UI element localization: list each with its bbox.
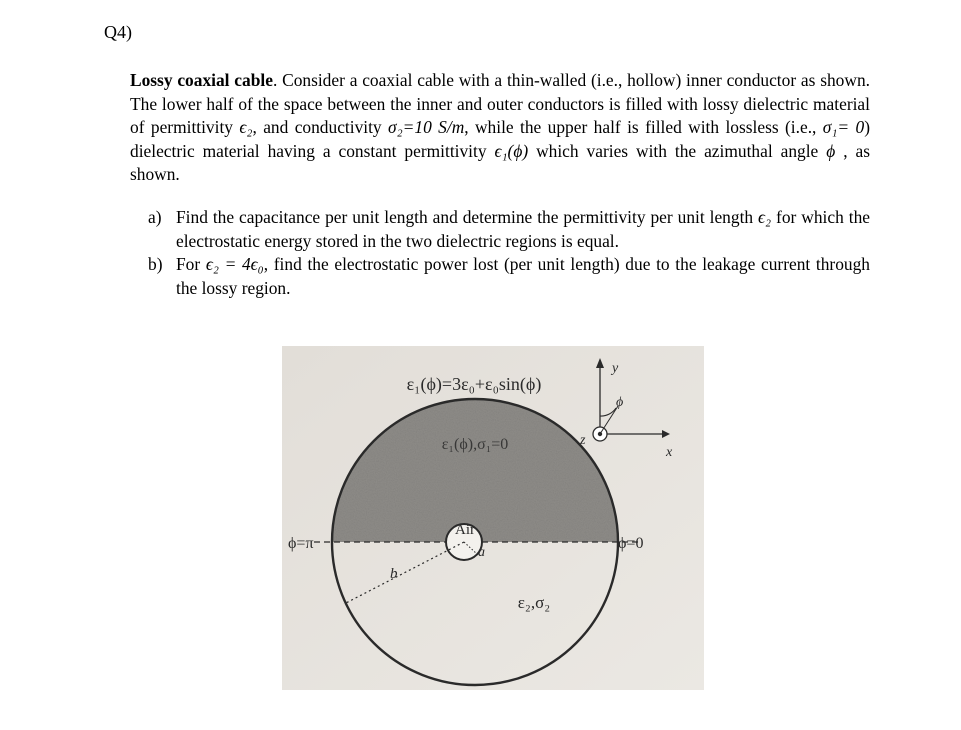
intro-text-1: . Consider a coaxial cable with a thin-walled (i.e., hollow) inner conductor as shown. The lower half of the space between the inner and outer conductors is filled with lossy dielectric material of permittivity xyxy=(130,70,870,137)
y-axis-label: y xyxy=(612,361,619,376)
question-number: Q4) xyxy=(104,22,132,42)
radius-a-label: a xyxy=(478,545,485,560)
lower-region-label: ε₂,σ₂ xyxy=(517,593,551,612)
intro-text-3: , while the upper half is filled with lossless (i.e., xyxy=(464,117,823,137)
phi-angle-label: ϕ xyxy=(616,395,624,410)
intro-text-4: ) dielectric material having a constant permittivity xyxy=(130,117,871,161)
intro-text-6: , as shown. xyxy=(130,140,870,184)
upper-region-label: ε₁(ϕ),σ₁=0 xyxy=(441,436,509,453)
coax-figure xyxy=(282,346,704,690)
part-b xyxy=(148,253,870,300)
eps1-formula-label: ε₁(ϕ)=3ε₀+ε₀sin(ϕ) xyxy=(406,374,542,394)
air-label: Air xyxy=(455,522,475,538)
sigma1-value: σ₁= 0 xyxy=(822,117,865,137)
coax-diagram xyxy=(282,346,704,690)
eps2-symbol: ϵ₂ xyxy=(239,117,253,137)
part-b-text xyxy=(176,253,870,300)
phi-symbol: ϕ xyxy=(826,140,836,161)
question-parts xyxy=(148,206,870,300)
x-axis-label: x xyxy=(666,445,673,460)
part-a-label: a) xyxy=(148,207,162,227)
phi-pi-label: ϕ=π xyxy=(288,535,314,552)
eps1-phi-symbol: ϵ₁(ϕ) xyxy=(494,140,529,161)
sigma2-value: σ₂=10 S/m xyxy=(388,117,465,137)
radius-b-label: b xyxy=(390,566,398,582)
problem-statement xyxy=(130,69,870,187)
phi-zero-label: ϕ=0 xyxy=(618,535,644,552)
part-a-symbol: ϵ₂ xyxy=(758,207,772,227)
part-b-text-2: , find the electrostatic power lost (per unit length) due to the leakage current through the lossy region. xyxy=(176,254,871,298)
part-a-text xyxy=(176,206,870,253)
problem-title: Lossy coaxial cable xyxy=(130,70,273,90)
part-b-text-1: For xyxy=(176,254,206,274)
part-a-text-2: for which the electrostatic energy stored in the two dielectric regions is equal. xyxy=(176,207,870,251)
intro-text-2: , and conductivity xyxy=(252,117,389,137)
part-a-text-1: Find the capacitance per unit length and determine the permittivity per unit length xyxy=(176,207,759,227)
z-axis-label: z xyxy=(580,433,586,448)
intro-text-5: which varies with the azimuthal angle xyxy=(528,140,827,161)
part-b-symbol: ϵ₂ = 4ϵ₀ xyxy=(205,254,264,274)
part-a xyxy=(148,206,870,253)
part-b-label: b) xyxy=(148,254,163,274)
